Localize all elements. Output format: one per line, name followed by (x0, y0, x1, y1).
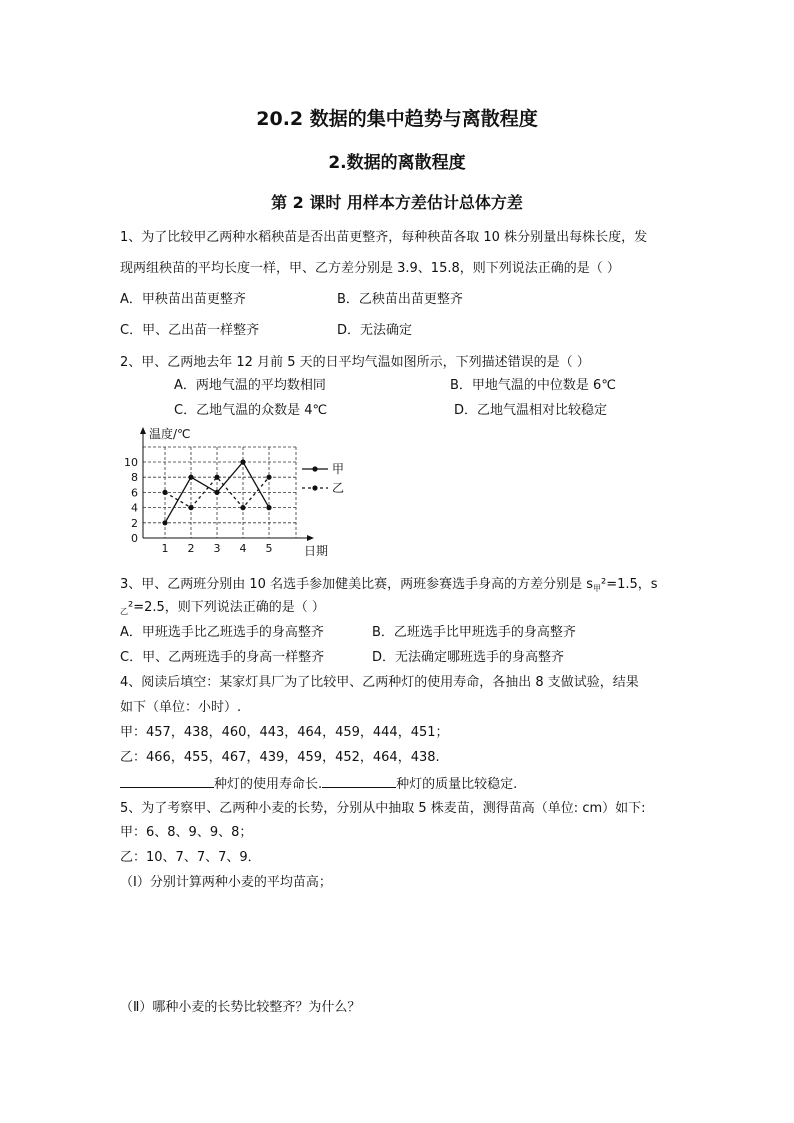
legend-jia-label: 甲 (332, 462, 345, 476)
q2-option-a: A．两地气温的平均数相同 (174, 378, 326, 393)
q3-option-c: C．甲、乙两班选手的身高一样整齐 (120, 650, 325, 665)
subsection-title: 2.数据的离散程度 (328, 153, 466, 173)
q4-fill-text-1: 种灯的使用寿命长. (214, 777, 323, 792)
data-point-jia-1 (162, 520, 167, 525)
q5-part-1: （Ⅰ）分别计算两种小麦的平均苗高； (120, 875, 332, 890)
y-tick-label-8: 8 (131, 471, 138, 485)
q1-option-b: B．乙秧苗出苗更整齐 (337, 292, 463, 307)
q3-stem-line1-text: 3、甲、乙两班分别由 10 名选手参加健美比赛，两班参赛选手身高的方差分别是 s (120, 577, 593, 592)
data-point-jia-4 (240, 459, 245, 464)
y-tick-label-10: 10 (124, 456, 138, 469)
q4-fill-line (120, 774, 517, 794)
q3-subscript-yi: 乙 (120, 607, 128, 616)
q3-option-b: B．乙班选手比甲班选手的身高整齐 (372, 625, 576, 640)
q4-answer-blank-2[interactable] (322, 774, 396, 788)
q3-option-a: A．甲班选手比乙班选手的身高整齐 (120, 625, 324, 640)
data-point-jia-2 (188, 475, 193, 480)
legend-jia-marker (312, 466, 317, 471)
q5-data-yi: 乙：10、7、7、7、9． (120, 850, 261, 865)
x-tick-label-3: 3 (213, 542, 221, 555)
legend-yi-label: 乙 (332, 481, 345, 495)
y-tick-label-0: 0 (131, 532, 138, 545)
data-point-jia-5 (266, 505, 271, 510)
q1-stem-line2: 现两组秧苗的平均长度一样，甲、乙方差分别是 3.9、15.8，则下列说法正确的是（ ） (120, 261, 620, 276)
q3-stem-line1 (120, 576, 658, 595)
data-point-yi-4 (240, 505, 245, 510)
q1-option-c: C．甲、乙出苗一样整齐 (120, 323, 260, 338)
y-axis-label: 温度/℃ (149, 427, 191, 441)
y-axis-arrow (140, 427, 146, 434)
q3-option-d: D．无法确定哪班选手的身高整齐 (372, 650, 565, 665)
x-tick-label-1: 1 (161, 542, 169, 555)
q4-stem-line2: 如下（单位：小时）. (120, 700, 242, 715)
q3-stem-line1-end: ²=1.5，s (600, 577, 658, 592)
x-tick-label-2: 2 (187, 542, 195, 555)
q2-option-d: D．乙地气温相对比较稳定 (454, 403, 608, 418)
data-point-yi-2 (188, 505, 193, 510)
q5-data-jia: 甲：6、8、9、9、8； (120, 825, 253, 840)
q5-stem: 5、为了考察甲、乙两种小麦的长势，分别从中抽取 5 株麦苗，测得苗高（单位: cm）如下: (120, 801, 646, 816)
q1-option-a: A．甲秧苗出苗更整齐 (120, 292, 246, 307)
q1-option-d: D．无法确定 (337, 323, 413, 338)
y-tick-label-4: 4 (131, 501, 138, 515)
q4-answer-blank-1[interactable] (120, 774, 214, 788)
q3-stem-line2 (120, 599, 325, 618)
data-point-yi-3 (214, 475, 219, 480)
q2-option-c: C．乙地气温的众数是 4℃ (174, 403, 328, 418)
q4-data-jia: 甲：457，438，460，443，464，459，444，451； (120, 725, 449, 740)
q1-stem-line1: 1、为了比较甲乙两种水稻秧苗是否出苗更整齐，每种秧苗各取 10 株分别量出每株长度，发 (120, 230, 648, 245)
q3-stem-line2-text: ²=2.5，则下列说法正确的是（ ） (128, 600, 325, 615)
x-axis-label: 日期 (304, 544, 329, 558)
q5-part-2: （Ⅱ）哪种小麦的长势比较整齐？为什么？ (120, 1000, 361, 1015)
y-tick-label-6: 6 (131, 486, 138, 500)
lesson-title: 第 2 课时 用样本方差估计总体方差 (271, 193, 523, 212)
y-tick-label-2: 2 (131, 516, 138, 530)
q4-stem-line1: 4、阅读后填空：某家灯具厂为了比较甲、乙两种灯的使用寿命，各抽出 8 支做试验，结果 (120, 675, 639, 690)
q2-option-b: B．甲地气温的中位数是 6℃ (450, 378, 616, 393)
x-axis-arrow (307, 535, 314, 541)
x-tick-label-4: 4 (239, 542, 247, 555)
q3-subscript-jia: 甲 (592, 584, 601, 593)
data-point-jia-3 (214, 490, 219, 495)
data-point-yi-1 (162, 490, 167, 495)
temperature-line-chart (118, 424, 358, 564)
q4-data-yi: 乙：466，455，467，439，459，452，464，438. (120, 750, 440, 765)
section-title: 20.2 数据的集中趋势与离散程度 (256, 108, 538, 130)
legend-yi-marker (312, 485, 317, 490)
x-tick-label-5: 5 (265, 542, 273, 555)
q2-stem: 2、甲、乙两地去年 12 月前 5 天的日平均气温如图所示，下列描述错误的是（ ） (120, 355, 590, 370)
q4-fill-text-2: 种灯的质量比较稳定. (396, 777, 518, 792)
data-point-yi-5 (266, 475, 271, 480)
